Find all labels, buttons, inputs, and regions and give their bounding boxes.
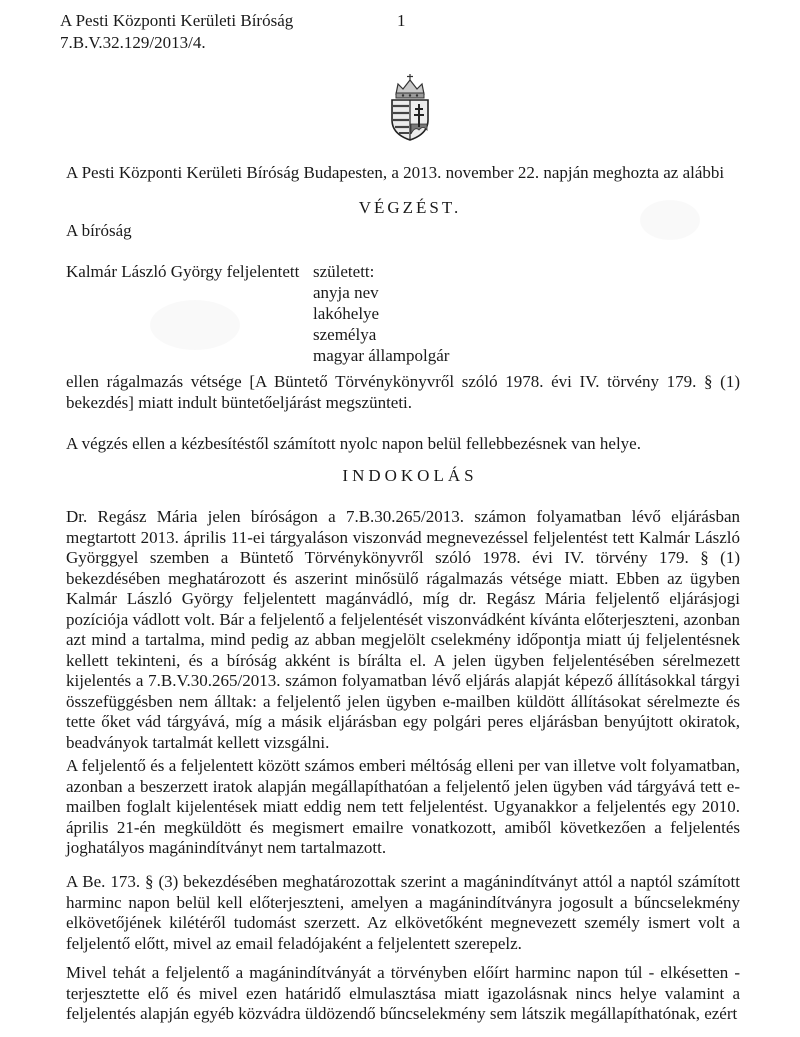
reasoning-paragraph [66,756,740,859]
accused-detail: személya [313,325,377,344]
court-name: A Pesti Központi Kerületi Bíróság [60,11,294,30]
reasoning-paragraph-text: A feljelentő és a feljelentett között számos emberi méltóság elleni per van illetve volt folyamatban, azonban a beszerzett iratok alapján megállapíthatóan a feljelentő jelen ügyben vád tárgyává tett e-mailben foglalt kijelentések miatt eddig nem tett feljelentést. Ugyanakkor a feljelentés egy 2010. április 21-én megküldött és megismert emailre vonatkozott, amiből következően a feljelentés joghatályos magánindítványt nem tartalmazott. [66,756,740,857]
accused-detail: magyar állampolgár [313,346,450,365]
ruling-paragraph: ellen rágalmazás vétsége [A Büntető Törvénykönyvről szóló 1978. évi IV. törvény 179. § (1) bekezdés] miatt indult büntetőeljárást megszünteti. [66,372,740,412]
accused-details [313,261,449,366]
court-label: A bíróság [66,221,132,240]
reasoning-paragraph [66,507,740,753]
hungarian-coat-of-arms-icon [384,72,436,142]
document-header [60,10,293,54]
reasoning-paragraph-text: Mivel tehát a feljelentő a magánindítványát a törvényben előírt harminc napon túl - elkésetten - terjesztette elő és mivel ezen határidő elmulasztása miatt igazolásnak nincs helye valamint a feljelentés alapján egyéb közvádra üldözendő bűncselekmény sem látszik megállapíthatónak, ezért [66,963,740,1023]
reasoning-title: INDOKOLÁS [342,466,478,485]
reasoning-paragraph [66,872,740,954]
reasoning-paragraph [66,963,740,1025]
accused-detail: született: [313,262,375,281]
scan-smudge [150,300,240,350]
decision-title: VÉGZÉST. [358,198,462,217]
intro-line: A Pesti Központi Kerületi Bíróság Budapesten, a 2013. november 22. napján meghozta az alábbi [66,163,725,182]
reasoning-paragraph-text: A Be. 173. § (3) bekezdésében meghatározottak szerint a magánindítványt attól a naptól számított harminc napon belül kell előterjeszteni, amelyen a magánindítványra jogosult a bűncselekmény elkövetőjének kilétéről tudomást szerzett. Az elkövetőként megnevezett személy ismert volt a feljelentő előtt, mivel az email feladójaként a feljelentett szerepelz. [66,872,740,953]
accused-detail: anyja nev [313,283,379,302]
appeal-notice: A végzés ellen a kézbesítéstől számított nyolc napon belül fellebbezésnek van helye. [66,434,641,453]
accused-label: Kalmár László György feljelentett [66,262,300,281]
page-number: 1 [397,11,406,30]
reasoning-paragraph-text: Dr. Regász Mária jelen bíróságon a 7.B.30.265/2013. számon folyamatban lévő eljárásban megtartott 2013. április 11-ei tárgyaláson viszonvád megnevezéssel feljelentést tett Kalmár László Györggyel szemben a Büntető Törvénykönyvről szóló 1978. évi IV. törvény 179. § (1) bekezdésében meghatározott és aszerint minősülő rágalmazás vétsége miatt. Ebben az ügyben Kalmár László György feljelentett magánvádló, míg dr. Regász Mária feljelentő eljárásjogi pozíciója vádlott volt. Bár a feljelentő a feljelentését viszonvádként kívánta előterjeszteni, azonban azt mind a tartalma, mind pedig az abban megjelölt cselekmény időpontja miatt új feljelentésnek kellett tekinteni, és a bíróság akként is bírálta el. A jelen ügyben feljelentésében sérelmezett kijelentés a 7.B.V.30.265/2013. számon folyamatban lévő eljárás alapját képező állításokkal tárgyi összefüggésben nem álltak: a feljelentő jelen ügyben e-mailben küldött állításokat sérelmezte és tette őket vád tárgyává, míg a másik eljárásban egy polgári peres eljárásban benyújtott okiratok, beadványok tartalmát kellett vizsgálni. [66,507,740,752]
case-number: 7.B.V.32.129/2013/4. [60,33,206,52]
accused-detail: lakóhelye [313,304,380,323]
